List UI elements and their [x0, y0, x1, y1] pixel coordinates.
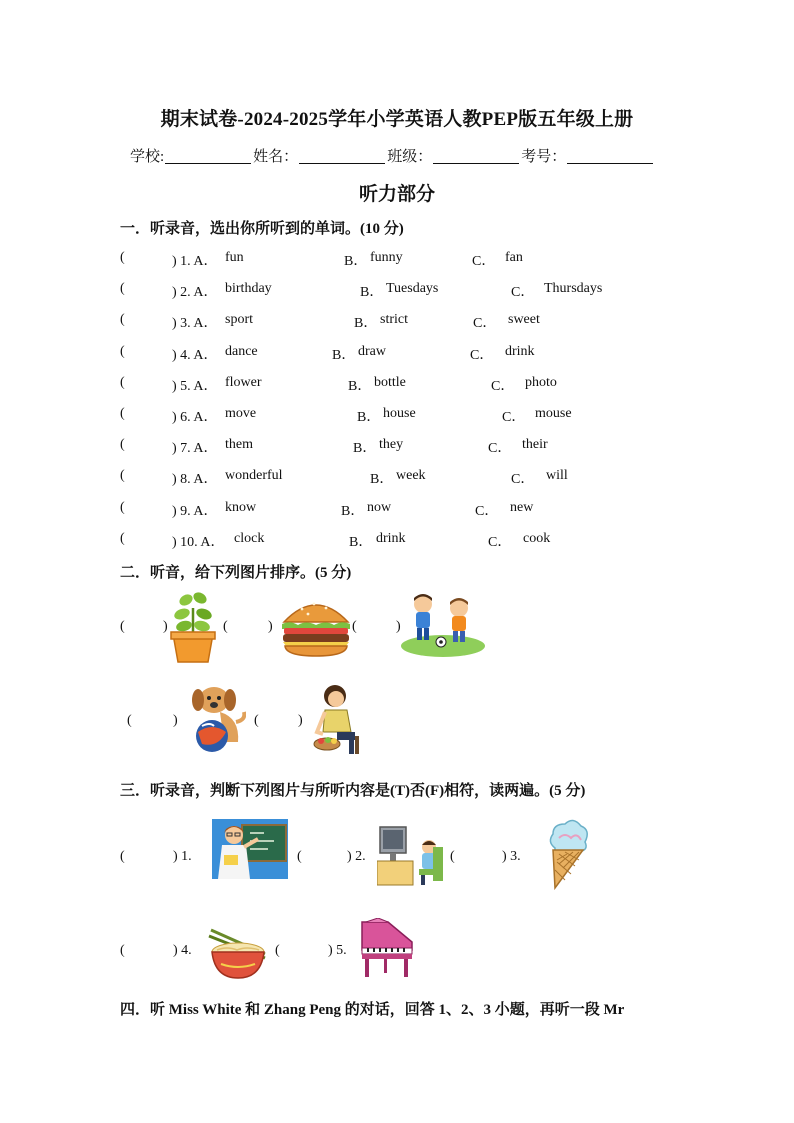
- item-number: ) 5. A．: [172, 379, 218, 394]
- student-info-line: [130, 145, 655, 166]
- option-b: bottle: [374, 375, 406, 390]
- option-b-label: B．: [357, 410, 381, 425]
- answer-paren[interactable]: (: [254, 713, 259, 728]
- option-c: Thursdays: [544, 281, 603, 296]
- option-c: mouse: [535, 406, 572, 421]
- dog-with-ball-icon: [188, 682, 246, 754]
- answer-paren[interactable]: (: [120, 437, 125, 452]
- option-b-label: B．: [370, 472, 394, 487]
- option-a: wonderful: [225, 468, 283, 483]
- name-label: 姓名：: [253, 149, 299, 165]
- option-c: drink: [505, 344, 535, 359]
- q4-heading: 四．听 Miss White 和 Zhang Peng 的对话，回答 1、2、3 小题，再听一段 Mr: [120, 1002, 625, 1018]
- list-item: [120, 250, 680, 270]
- q3-heading: 三．听录音，判断下列图片与所听内容是(T)否(F)相符，读两遍。(5 分): [120, 783, 586, 799]
- item-number: ) 7. A．: [172, 441, 218, 456]
- option-a: them: [225, 437, 253, 452]
- option-b-label: B．: [332, 348, 356, 363]
- option-b-label: B．: [353, 441, 377, 456]
- item-label: ) 1.: [173, 849, 192, 864]
- woman-cooking-icon: [311, 682, 363, 758]
- item-label: ) 4.: [173, 943, 192, 958]
- answer-paren[interactable]: (: [450, 849, 455, 864]
- option-a: dance: [225, 344, 258, 359]
- item-number: ) 3. A．: [172, 316, 218, 331]
- option-a: move: [225, 406, 257, 421]
- option-b-label: B．: [344, 254, 368, 269]
- option-b: they: [379, 437, 404, 452]
- option-c-label: C．: [491, 379, 515, 394]
- piano-icon: [358, 918, 416, 978]
- option-c-label: C．: [511, 472, 535, 487]
- answer-paren[interactable]: (: [275, 943, 280, 958]
- item-number: ) 2. A．: [172, 285, 218, 300]
- list-item: [120, 375, 680, 395]
- list-item: [120, 312, 680, 332]
- answer-paren[interactable]: (: [120, 943, 125, 958]
- list-item: [120, 406, 680, 426]
- option-c: cook: [523, 531, 551, 546]
- answer-paren[interactable]: (: [120, 531, 125, 546]
- answer-paren[interactable]: (: [120, 375, 125, 390]
- answer-paren[interactable]: (: [352, 619, 357, 634]
- school-blank[interactable]: [165, 148, 251, 164]
- option-c-label: C．: [488, 441, 512, 456]
- paren-close: ): [396, 619, 401, 634]
- class-blank[interactable]: [433, 148, 519, 164]
- option-b: strict: [380, 312, 408, 327]
- item-number: ) 1. A．: [172, 254, 218, 269]
- option-a: sport: [225, 312, 253, 327]
- item-number: ) 9. A．: [172, 504, 218, 519]
- answer-paren[interactable]: (: [120, 406, 125, 421]
- answer-paren[interactable]: (: [120, 500, 125, 515]
- option-a: fun: [225, 250, 244, 265]
- answer-paren[interactable]: (: [297, 849, 302, 864]
- item-label: ) 2.: [347, 849, 366, 864]
- option-b-label: B．: [341, 504, 365, 519]
- option-b-label: B．: [349, 535, 373, 550]
- name-blank[interactable]: [299, 148, 385, 164]
- option-c-label: C．: [511, 285, 535, 300]
- school-label: 学校:: [130, 149, 165, 165]
- answer-paren[interactable]: (: [120, 250, 125, 265]
- option-b-label: B．: [360, 285, 384, 300]
- option-c: fan: [505, 250, 523, 265]
- option-c-label: C．: [470, 348, 494, 363]
- computer-desk-icon: [377, 825, 445, 887]
- option-b-label: B．: [348, 379, 372, 394]
- potted-plant-icon: [168, 586, 218, 664]
- option-b-label: B．: [354, 316, 378, 331]
- list-item: [120, 344, 680, 364]
- option-b: drink: [376, 531, 406, 546]
- list-item: [120, 500, 680, 520]
- answer-paren[interactable]: (: [120, 312, 125, 327]
- option-c-label: C．: [475, 504, 499, 519]
- answer-paren[interactable]: (: [120, 281, 125, 296]
- paren-close: ): [298, 713, 303, 728]
- hamburger-icon: [280, 594, 352, 658]
- option-a: flower: [225, 375, 262, 390]
- answer-paren[interactable]: (: [120, 344, 125, 359]
- option-b: Tuesdays: [386, 281, 439, 296]
- option-c: will: [546, 468, 568, 483]
- option-c-label: C．: [473, 316, 497, 331]
- option-b: now: [367, 500, 392, 515]
- option-c: photo: [525, 375, 557, 390]
- ice-cream-cone-icon: [541, 818, 591, 890]
- kids-playing-football-icon: [401, 590, 485, 658]
- option-c: new: [510, 500, 534, 515]
- answer-paren[interactable]: (: [120, 468, 125, 483]
- list-item: [120, 468, 680, 488]
- option-a: clock: [234, 531, 265, 546]
- item-label: ) 3.: [502, 849, 521, 864]
- option-b: week: [396, 468, 426, 483]
- option-a: birthday: [225, 281, 272, 296]
- option-a: know: [225, 500, 257, 515]
- item-number: ) 4. A．: [172, 348, 218, 363]
- number-blank[interactable]: [567, 148, 653, 164]
- item-number: ) 8. A．: [172, 472, 218, 487]
- list-item: [120, 437, 680, 457]
- paren-close: ): [173, 713, 178, 728]
- answer-paren[interactable]: (: [223, 619, 228, 634]
- option-c: their: [522, 437, 548, 452]
- list-item: [120, 531, 680, 551]
- answer-paren[interactable]: (: [120, 849, 125, 864]
- option-c-label: C．: [488, 535, 512, 550]
- list-item: [120, 281, 680, 301]
- answer-paren[interactable]: (: [127, 713, 132, 728]
- option-c-label: C．: [472, 254, 496, 269]
- number-label: 考号：: [521, 149, 567, 165]
- item-number: ) 6. A．: [172, 410, 218, 425]
- option-b: draw: [358, 344, 386, 359]
- option-c: sweet: [508, 312, 540, 327]
- noodle-bowl-icon: [207, 920, 269, 980]
- teacher-at-blackboard-icon: [212, 819, 288, 879]
- option-b: house: [383, 406, 416, 421]
- option-c-label: C．: [502, 410, 526, 425]
- q2-heading: 二．听音，给下列图片排序。(5 分): [120, 565, 352, 581]
- item-label: ) 5.: [328, 943, 347, 958]
- item-number: ) 10. A．: [172, 535, 225, 550]
- paren-close: ): [163, 619, 168, 634]
- section-title: 听力部分: [358, 184, 435, 205]
- option-b: funny: [370, 250, 403, 265]
- paren-close: ): [268, 619, 273, 634]
- q1-heading: 一．听录音，选出你所听到的单词。(10 分): [120, 221, 404, 237]
- class-label: 班级：: [387, 149, 433, 165]
- exam-title: 期末试卷-2024-2025学年小学英语人教PEP版五年级上册: [160, 109, 634, 130]
- answer-paren[interactable]: (: [120, 619, 125, 634]
